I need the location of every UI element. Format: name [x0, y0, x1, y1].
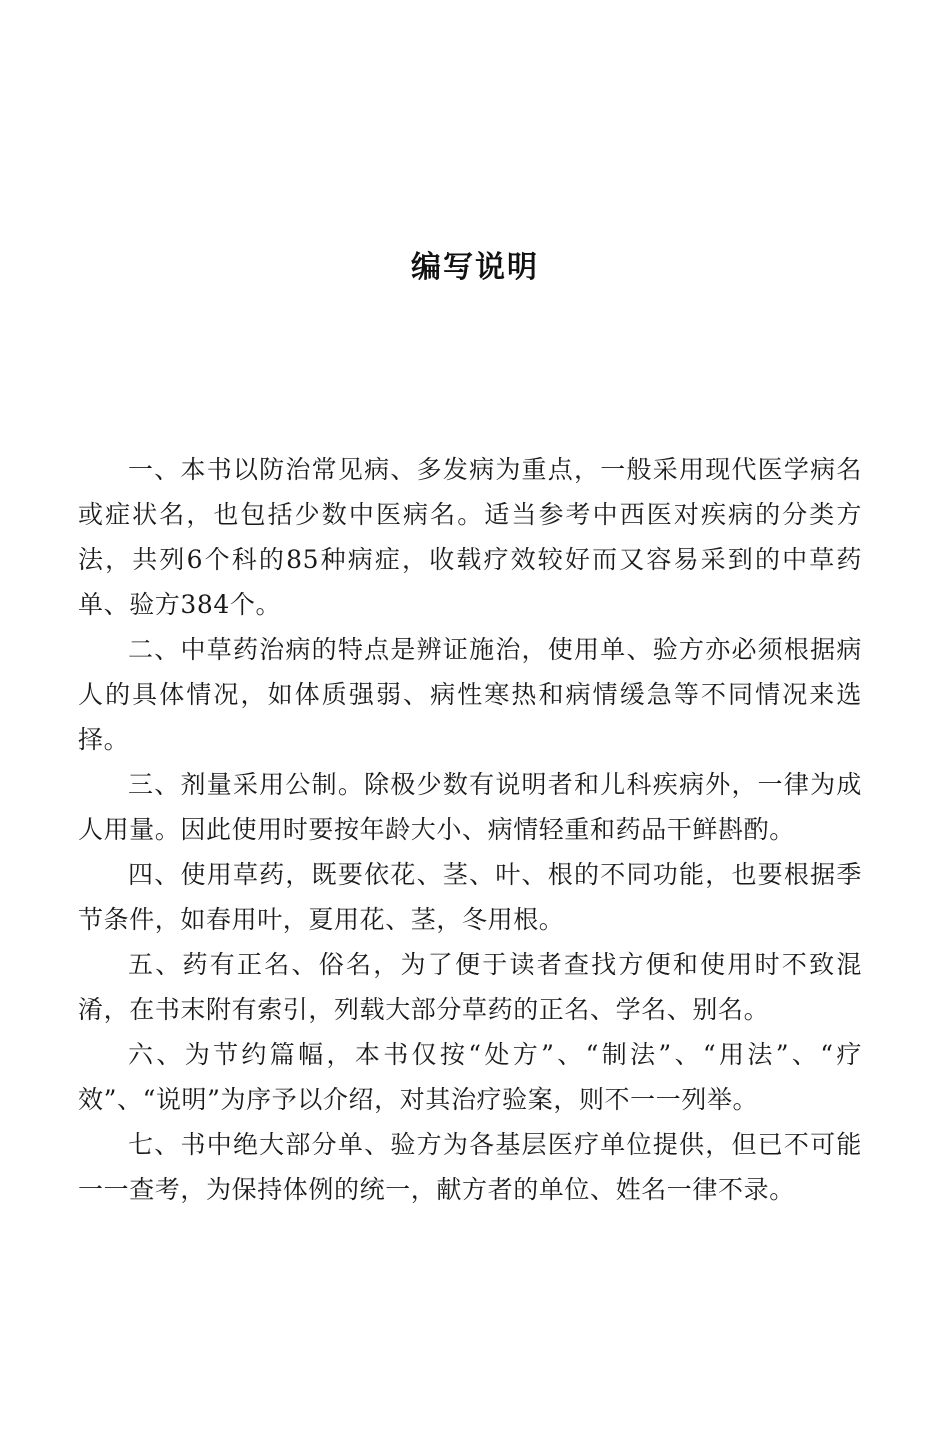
preface-body: [78, 447, 862, 1212]
paragraph-7: 七、书中绝大部分单、验方为各基层医疗单位提供，但已不可能一一查考，为保持体例的统一，献方者的单位、姓名一律不录。: [78, 1130, 862, 1204]
paragraph-3: 三、剂量采用公制。除极少数有说明者和儿科疾病外，一律为成人用量。因此使用时要按年龄大小、病情轻重和药品干鲜斟酌。: [78, 770, 862, 844]
paragraph-6: 六、为节约篇幅，本书仅按“处方”、“制法”、“用法”、“疗效”、“说明”为序予以介绍，对其治疗验案，则不一一列举。: [78, 1040, 862, 1114]
paragraph-5: 五、药有正名、俗名，为了便于读者查找方便和使用时不致混淆，在书末附有索引，列载大部分草药的正名、学名、别名。: [78, 950, 862, 1024]
paragraph-2: 二、中草药治病的特点是辨证施治，使用单、验方亦必须根据病人的具体情况，如体质强弱、病性寒热和病情缓急等不同情况来选择。: [78, 635, 862, 754]
paragraph-4: 四、使用草药，既要依花、茎、叶、根的不同功能，也要根据季节条件，如春用叶，夏用花、茎，冬用根。: [78, 860, 862, 934]
page-title: 编写说明: [411, 250, 539, 285]
paragraph-1: 一、本书以防治常见病、多发病为重点，一般采用现代医学病名或症状名，也包括少数中医病名。适当参考中西医对疾病的分类方法，共列6个科的85种病症，收载疗效较好而又容易采到的中草药单、验方384个。: [78, 455, 862, 619]
